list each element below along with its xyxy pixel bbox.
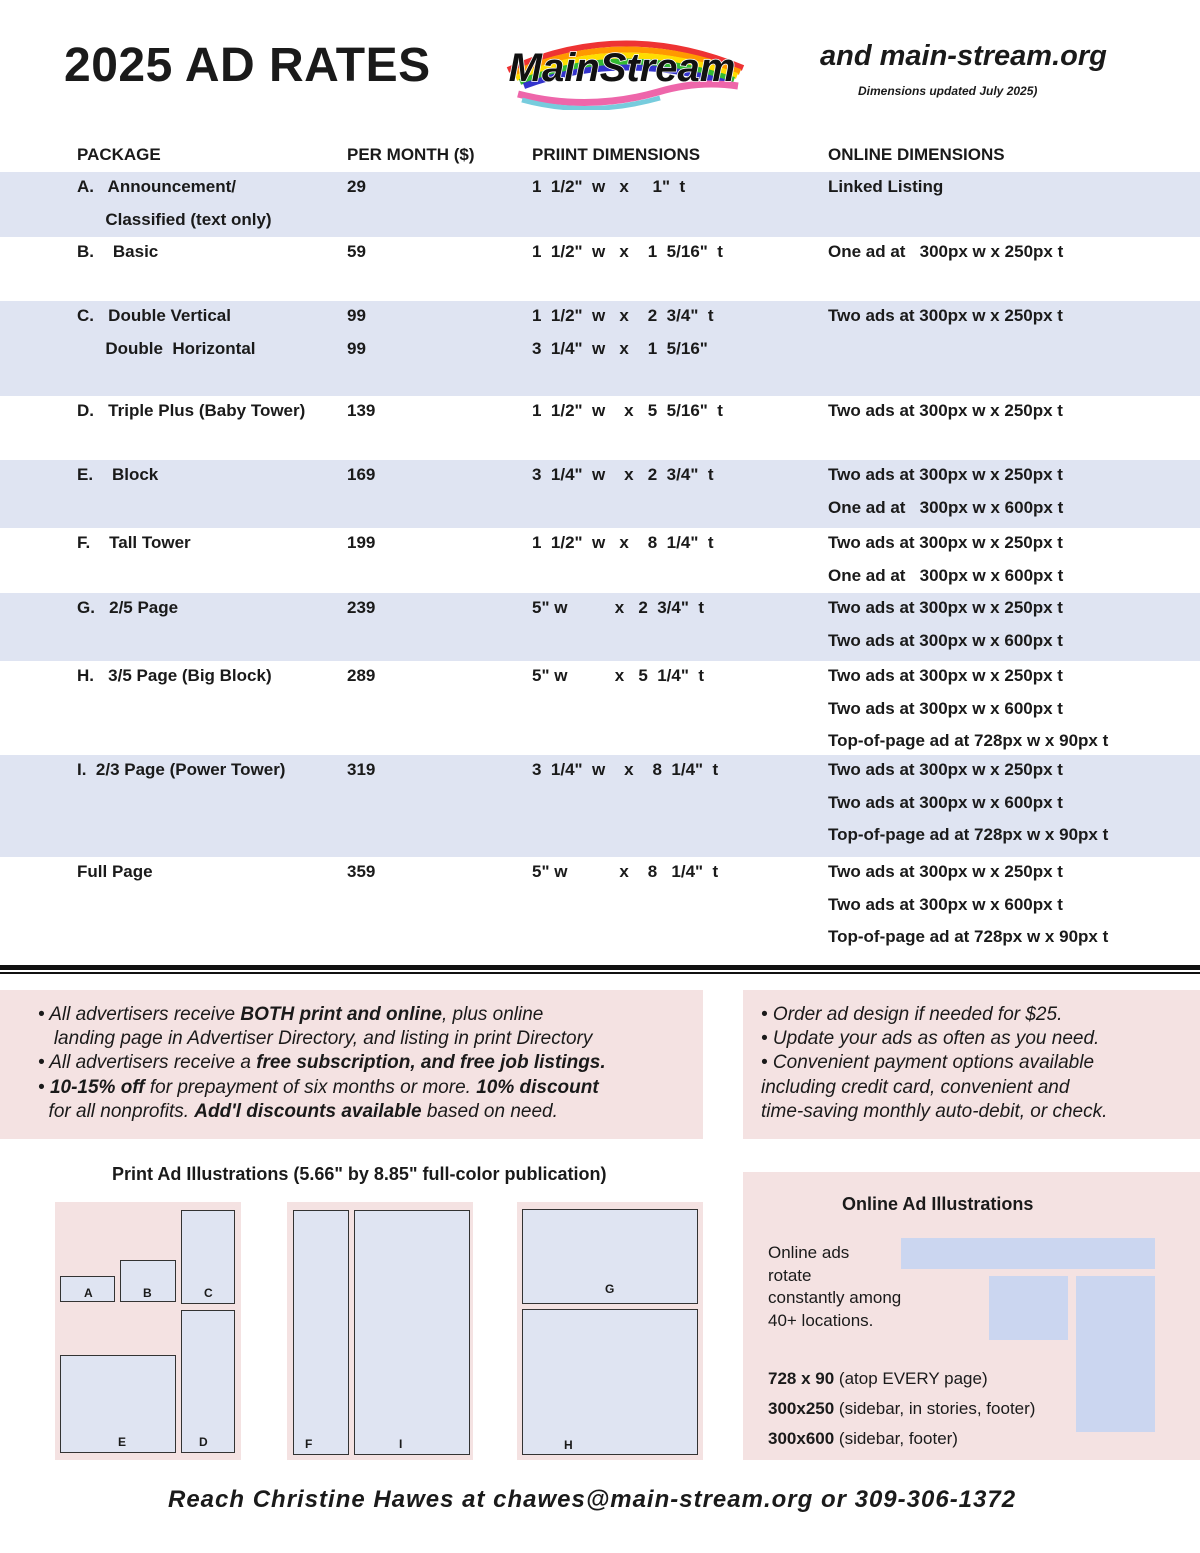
cell-online: Two ads at 300px w x 250px t bbox=[828, 598, 1063, 617]
ad-box-d bbox=[181, 1310, 235, 1453]
cell-online: Two ads at 300px w x 250px t bbox=[828, 306, 1063, 325]
cell-print: 1 1/2" w x 2 3/4" t bbox=[532, 306, 714, 325]
section-divider-thin bbox=[0, 972, 1200, 974]
cell-online: One ad at 300px w x 600px t bbox=[828, 565, 1064, 585]
cell-print: 5" w x 8 1/4" t bbox=[532, 862, 719, 881]
rotate-line: constantly among bbox=[768, 1288, 902, 1307]
cell-online: Two ads at 300px w x 600px t bbox=[828, 792, 1063, 812]
col-header-price: PER MONTH ($) bbox=[347, 145, 475, 164]
size-where: (sidebar, footer) bbox=[834, 1429, 958, 1448]
cell-print: 1 1/2" w x 8 1/4" t bbox=[532, 533, 714, 552]
size-value: 300x600 bbox=[768, 1429, 835, 1448]
cell-package: H. 3/5 Page (Big Block) bbox=[77, 666, 272, 685]
section-divider bbox=[0, 965, 1200, 970]
benefit-run: landing page in Advertiser Directory, and listing in print Directory bbox=[38, 1028, 593, 1050]
cell-online: Linked Listing bbox=[828, 177, 944, 196]
table-row bbox=[0, 593, 1200, 661]
ad-box-b bbox=[120, 1260, 176, 1302]
ad-box-i bbox=[354, 1210, 470, 1455]
benefit-line bbox=[38, 1027, 606, 1051]
service-line: • Order ad design if needed for $25. bbox=[761, 1004, 1063, 1025]
cell-online: Two ads at 300px w x 600px t bbox=[828, 630, 1063, 650]
logo-text: MainStream bbox=[508, 46, 736, 90]
cell-online: Top-of-page ad at 728px w x 90px t bbox=[828, 927, 1109, 947]
ad-label-a: A bbox=[84, 1286, 93, 1300]
cell-price: 99 bbox=[347, 306, 366, 325]
benefit-line bbox=[38, 1076, 606, 1100]
cell-price: 239 bbox=[347, 598, 376, 617]
benefits-box bbox=[0, 990, 703, 1139]
cell-package: I. 2/3 Page (Power Tower) bbox=[77, 760, 286, 779]
cell-print: 1 1/2" w x 1 5/16" t bbox=[532, 242, 723, 261]
benefit-run: • bbox=[38, 1076, 50, 1098]
cell-online: Top-of-page ad at 728px w x 90px t bbox=[828, 825, 1109, 845]
services-box bbox=[743, 990, 1200, 1139]
cell-price: 139 bbox=[347, 401, 376, 420]
service-line: including credit card, convenient and bbox=[761, 1076, 1070, 1098]
online-ad-300x250 bbox=[989, 1276, 1068, 1340]
service-line: • Update your ads as often as you need. bbox=[761, 1028, 1100, 1050]
benefit-run: 10-15% off bbox=[49, 1076, 145, 1098]
online-ad-300x600 bbox=[1076, 1276, 1155, 1432]
rotate-line: Online ads bbox=[768, 1243, 850, 1262]
cell-print: 5" w x 5 1/4" t bbox=[532, 666, 705, 685]
updated-note: Dimensions updated July 2025) bbox=[858, 84, 1038, 98]
benefit-run: Add'l discounts available bbox=[194, 1100, 422, 1122]
table-row bbox=[0, 396, 1200, 460]
mainstream-logo bbox=[488, 30, 756, 110]
cell-print: 1 1/2" w x 5 5/16" t bbox=[532, 401, 723, 420]
cell-online: Two ads at 300px w x 250px t bbox=[828, 465, 1063, 484]
size-line-300x250 bbox=[768, 1394, 1035, 1424]
benefit-run: free subscription, and free job listings. bbox=[256, 1052, 606, 1074]
online-sizes-list bbox=[768, 1364, 1035, 1454]
print-panel-towers bbox=[287, 1202, 473, 1460]
benefit-run: BOTH print and online bbox=[240, 1004, 442, 1025]
benefit-run: , plus online bbox=[441, 1004, 544, 1025]
benefit-line bbox=[38, 1100, 606, 1124]
cell-price: 59 bbox=[347, 242, 366, 261]
cell-print: 3 1/4" w x 8 1/4" t bbox=[532, 760, 719, 779]
size-where: (atop EVERY page) bbox=[834, 1369, 988, 1388]
ad-label-i: I bbox=[399, 1437, 403, 1451]
cell-price: 319 bbox=[347, 760, 376, 779]
services-text bbox=[761, 1003, 1107, 1124]
cell-online: Two ads at 300px w x 250px t bbox=[828, 666, 1063, 685]
table-row bbox=[0, 237, 1200, 301]
cell-price: 29 bbox=[347, 177, 366, 196]
cell-online: Two ads at 300px w x 600px t bbox=[828, 894, 1063, 914]
benefit-run: 10% discount bbox=[476, 1076, 599, 1098]
cell-online: Two ads at 300px w x 250px t bbox=[828, 401, 1063, 420]
service-line: • Convenient payment options available bbox=[761, 1052, 1095, 1074]
ad-label-h: H bbox=[564, 1438, 573, 1452]
cell-package: B. Basic bbox=[77, 242, 159, 261]
cell-online: Two ads at 300px w x 600px t bbox=[828, 698, 1063, 718]
size-value: 728 x 90 bbox=[768, 1369, 835, 1388]
ad-box-e bbox=[60, 1355, 176, 1453]
benefit-run: • All advertisers receive bbox=[38, 1004, 241, 1025]
cell-package: Classified (text only) bbox=[77, 209, 272, 229]
rotate-line: 40+ locations. bbox=[768, 1310, 874, 1330]
cell-package: G. 2/5 Page bbox=[77, 598, 179, 617]
cell-package: Double Horizontal bbox=[77, 338, 256, 358]
benefit-run: • All advertisers receive a bbox=[38, 1052, 257, 1074]
ad-label-c: C bbox=[204, 1286, 213, 1300]
cell-package: E. Block bbox=[77, 465, 159, 484]
ad-label-e: E bbox=[118, 1435, 127, 1449]
table-row bbox=[0, 528, 1200, 593]
cell-online: Two ads at 300px w x 250px t bbox=[828, 760, 1063, 779]
benefit-line bbox=[38, 1051, 606, 1075]
print-panel-small-ads bbox=[55, 1202, 241, 1460]
print-panel-pages bbox=[517, 1202, 703, 1460]
table-row bbox=[0, 301, 1200, 396]
col-header-package: PACKAGE bbox=[77, 145, 161, 164]
table-row bbox=[0, 172, 1200, 237]
cell-print: 1 1/2" w x 1" t bbox=[532, 177, 686, 196]
ad-box-a bbox=[60, 1276, 115, 1302]
service-line: time-saving monthly auto-debit, or check. bbox=[761, 1100, 1108, 1122]
rotate-line: rotate bbox=[768, 1265, 812, 1285]
cell-print: 3 1/4" w x 1 5/16" bbox=[532, 338, 708, 358]
cell-online: Top-of-page ad at 728px w x 90px t bbox=[828, 731, 1109, 751]
ad-box-f bbox=[293, 1210, 349, 1455]
table-row bbox=[0, 755, 1200, 857]
online-ad-728x90 bbox=[901, 1238, 1155, 1269]
online-illustrations-title: Online Ad Illustrations bbox=[842, 1194, 1034, 1214]
table-row bbox=[0, 460, 1200, 528]
ad-box-g bbox=[522, 1209, 698, 1304]
print-illustrations-title: Print Ad Illustrations (5.66" by 8.85" full-color publication) bbox=[112, 1164, 607, 1184]
size-line-300x600 bbox=[768, 1424, 1035, 1454]
cell-package: F. Tall Tower bbox=[77, 533, 191, 552]
cell-package: A. Announcement/ bbox=[77, 177, 236, 196]
benefit-run: based on need. bbox=[421, 1100, 558, 1122]
col-header-print: PRIINT DIMENSIONS bbox=[532, 145, 701, 164]
ad-label-b: B bbox=[143, 1286, 152, 1300]
cell-price: 289 bbox=[347, 666, 376, 685]
benefit-line bbox=[38, 1003, 606, 1027]
cell-print: 5" w x 2 3/4" t bbox=[532, 598, 705, 617]
cell-package: D. Triple Plus (Baby Tower) bbox=[77, 401, 306, 420]
benefits-text bbox=[38, 1003, 606, 1124]
cell-price: 99 bbox=[347, 338, 366, 358]
table-row bbox=[0, 857, 1200, 957]
page-title: 2025 AD RATES bbox=[64, 39, 431, 92]
ad-label-g: G bbox=[605, 1282, 615, 1296]
contact-line: Reach Christine Hawes at chawes@main-stream.org or 309-306-1372 bbox=[168, 1486, 1017, 1513]
ad-box-h bbox=[522, 1309, 698, 1455]
cell-online: One ad at 300px w x 600px t bbox=[828, 497, 1064, 517]
ad-box-c bbox=[181, 1210, 235, 1304]
benefit-run: for all nonprofits. bbox=[38, 1100, 195, 1122]
cell-online: Two ads at 300px w x 250px t bbox=[828, 862, 1063, 881]
ad-label-d: D bbox=[199, 1435, 208, 1449]
size-where: (sidebar, in stories, footer) bbox=[834, 1399, 1036, 1418]
col-header-online: ONLINE DIMENSIONS bbox=[828, 145, 1005, 164]
size-value: 300x250 bbox=[768, 1399, 835, 1418]
benefit-run: for prepayment of six months or more. bbox=[144, 1076, 477, 1098]
ad-label-f: F bbox=[305, 1437, 313, 1451]
cell-price: 199 bbox=[347, 533, 376, 552]
site-name: and main-stream.org bbox=[820, 40, 1107, 72]
cell-online: Two ads at 300px w x 250px t bbox=[828, 533, 1063, 552]
rotate-text bbox=[768, 1242, 901, 1332]
cell-price: 359 bbox=[347, 862, 376, 881]
table-row bbox=[0, 661, 1200, 755]
cell-online: One ad at 300px w x 250px t bbox=[828, 242, 1064, 261]
cell-package: Full Page bbox=[77, 862, 153, 881]
cell-price: 169 bbox=[347, 465, 376, 484]
cell-package: C. Double Vertical bbox=[77, 306, 231, 325]
size-line-728 bbox=[768, 1364, 1035, 1394]
cell-print: 3 1/4" w x 2 3/4" t bbox=[532, 465, 714, 484]
